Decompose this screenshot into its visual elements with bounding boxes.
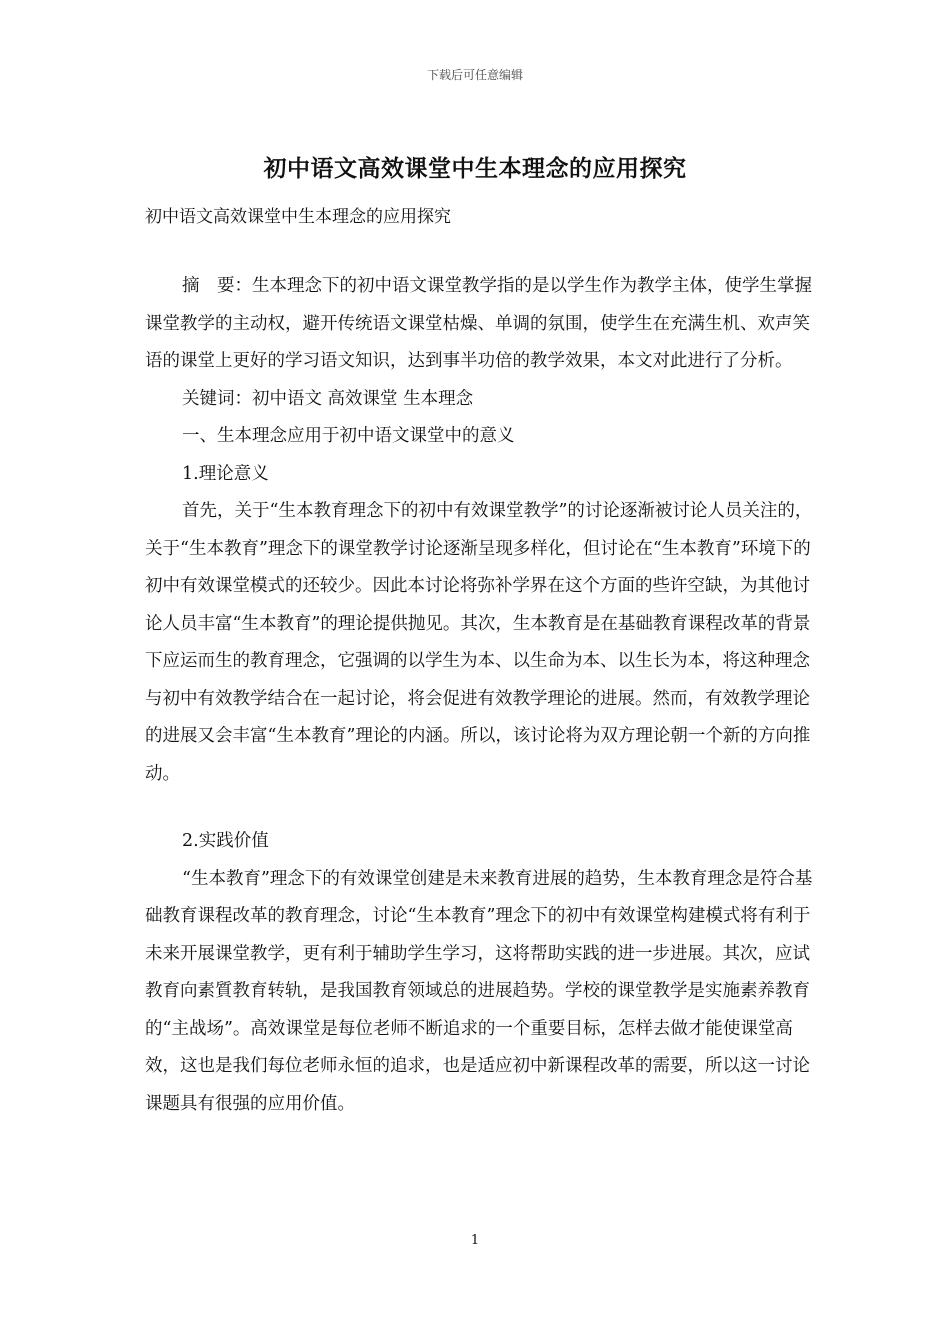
document-title: 初中语文高效课堂中生本理念的应用探究 [263,155,687,182]
abstract-paragraph: 摘 要：生本理念下的初中语文课堂教学指的是以学生作为教学主体，使学生掌握课堂教学的主动权，避开传统语文课堂枯燥、单调的氛围，使学生在充满生机、欢声笑语的课堂上更好的学习语文知识，达到事半功倍的教学效果，本文对此进行了分析。 [145,276,812,371]
paragraph-spacer [145,793,825,823]
body-paragraph: 首先，关于“生本教育理念下的初中有效课堂教学”的讨论逐渐被讨论人员关注的，关于“生本教育”理念下的课堂教学讨论逐渐呈现多样化，但讨论在“生本教育”环境下的初中有效课堂模式的还较少。因此本讨论将弥补学界在这个方面的些许空缺，为其他讨论人员丰富“生本教育”的理论提供抛见。其次，生本教育是在基础教育课程改革的背景下应运而生的教育理念，它强调的以学生为本、以生命为本、以生长为本，将这种理念与初中有效教学结合在一起讨论，将会促进有效教学理论的进展。然而，有效教学理论的进展又会丰富“生本教育”理论的内涵。所以，该讨论将为双方理论朝一个新的方向推动。 [145,501,813,784]
page-header: 下载后可任意编辑 [426,68,523,82]
section-heading: 一、生本理念应用于初中语文课堂中的意义 [182,426,515,446]
page-number: 1 [470,1233,480,1248]
subsection-heading: 1.理论意义 [182,463,269,484]
document-subtitle: 初中语文高效课堂中生本理念的应用探究 [145,207,451,227]
subsection-heading: 2.实践价值 [182,831,269,851]
keywords-line: 关键词：初中语文 高效课堂 生本理念 [182,388,474,409]
body-paragraph: “生本教育”理念下的有效课堂创建是未来教育进展的趋势，生本教育理念是符合基础教育课程改革的教育理念，讨论“生本教育”理念下的初中有效课堂构建模式将有利于未来开展课堂教学，更有利于辅助学生学习，这将帮助实践的进一步进展。其次，应试教育向素質教育转轨，是我国教育领域总的进展趋势。学校的课堂教学是实施素养教育的“主战场”。高效课堂是每位老师不断追求的一个重要目标，怎样去做才能使课堂高效，这也是我们每位老师永恒的追求，也是适应初中新课程改革的需要，所以这一讨论课题具有很强的应用价值。 [145,868,813,1114]
document-body [145,268,825,1123]
